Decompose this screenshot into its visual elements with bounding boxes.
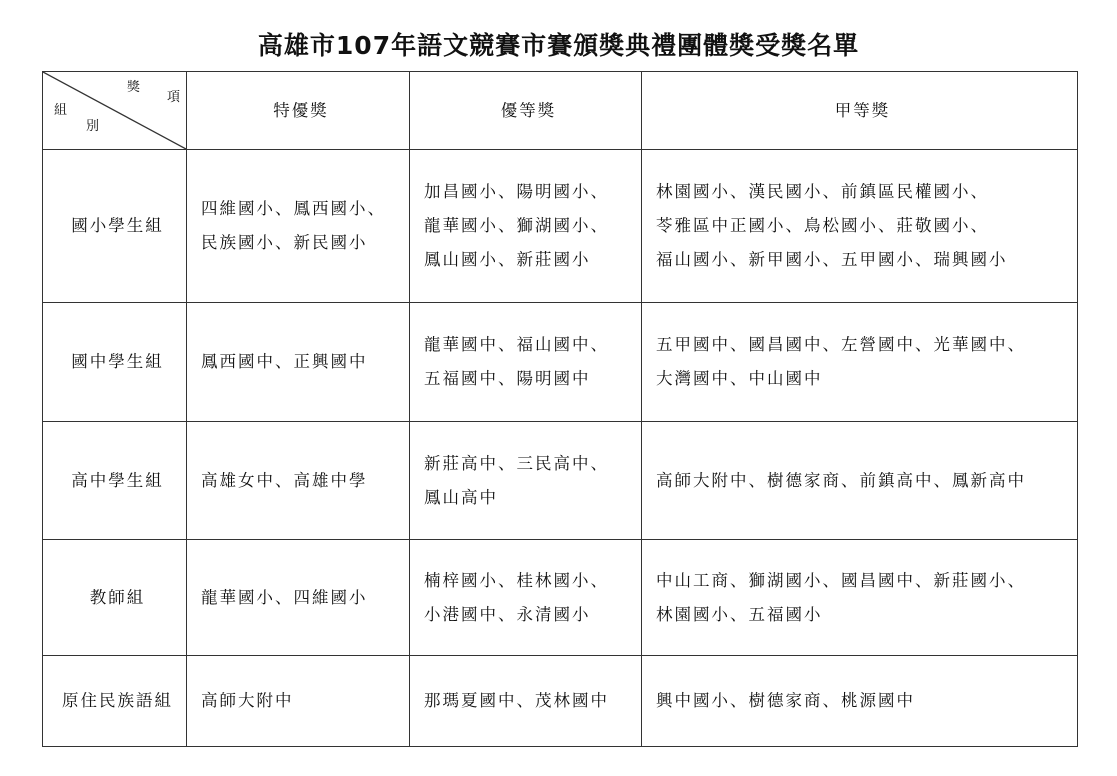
- first-award-cell: [642, 303, 1078, 422]
- table-row: [43, 540, 1078, 656]
- school-line: 龍華國小、獅湖國小、: [424, 216, 609, 235]
- special-award-cell: [187, 540, 410, 656]
- special-award-cell: [187, 422, 410, 540]
- column-header-excellent: 優等獎: [410, 72, 642, 150]
- school-line: 鳳山高中: [424, 487, 498, 507]
- special-award-cell: [187, 150, 410, 303]
- corner-header-cell: [43, 72, 187, 150]
- first-award-cell: [642, 656, 1078, 747]
- school-line: 鳳西國中、正興國中: [201, 352, 368, 371]
- school-line: 新莊高中、三民高中、: [424, 453, 609, 473]
- corner-label-item: 項: [167, 90, 181, 105]
- school-line: 龍華國小、四維國小: [201, 587, 368, 607]
- column-header-special: 特優獎: [187, 72, 410, 150]
- corner-label-group: 組: [54, 103, 68, 118]
- first-award-cell: [642, 150, 1078, 303]
- excellent-award-cell: [410, 656, 642, 747]
- corner-label-category: 別: [86, 119, 100, 134]
- school-line: 興中國小、樹德家商、桃源國中: [656, 691, 915, 710]
- excellent-award-cell: [410, 422, 642, 540]
- group-name-cell: 國小學生組: [43, 150, 187, 303]
- first-award-cell: [642, 540, 1078, 656]
- column-header-first: 甲等獎: [642, 72, 1078, 150]
- corner-label-award: 獎: [127, 80, 141, 95]
- document-title: 高雄市107年語文競賽市賽頒獎典禮團體獎受獎名單: [257, 31, 860, 60]
- table-row: [43, 303, 1078, 422]
- school-line: 五甲國中、國昌國中、左營國中、光華國中、: [656, 335, 1026, 354]
- school-line: 林園國小、漢民國小、前鎮區民權國小、: [656, 182, 989, 201]
- school-line: 那瑪夏國中、茂林國中: [424, 691, 609, 710]
- special-award-cell: [187, 303, 410, 422]
- school-line: 五福國中、陽明國中: [424, 369, 591, 388]
- excellent-award-cell: [410, 150, 642, 303]
- table-row: [43, 656, 1078, 747]
- school-line: 鳳山國小、新莊國小: [424, 250, 591, 269]
- group-name-cell: 高中學生組: [43, 422, 187, 540]
- school-line: 高雄女中、高雄中學: [201, 470, 368, 490]
- group-name-cell: 國中學生組: [43, 303, 187, 422]
- school-line: 四維國小、鳳西國小、: [201, 199, 386, 218]
- school-line: 高師大附中、樹德家商、前鎮高中、鳳新高中: [656, 470, 1026, 490]
- school-line: 福山國小、新甲國小、五甲國小、瑞興國小: [656, 250, 1008, 269]
- group-name-cell: 原住民族語組: [43, 656, 187, 747]
- table-row: [43, 150, 1078, 303]
- header-row: [43, 72, 1078, 150]
- school-line: 高師大附中: [201, 691, 294, 710]
- table-row: [43, 422, 1078, 540]
- school-line: 楠梓國小、桂林國小、: [424, 570, 609, 590]
- awards-table: [42, 71, 1078, 747]
- school-line: 小港國中、永清國小: [424, 604, 591, 624]
- school-line: 加昌國小、陽明國小、: [424, 182, 609, 201]
- excellent-award-cell: [410, 303, 642, 422]
- school-line: 大灣國中、中山國中: [656, 369, 823, 388]
- school-line: 龍華國中、福山國中、: [424, 335, 609, 354]
- school-line: 林園國小、五福國小: [656, 604, 823, 624]
- group-name-cell: 教師組: [43, 540, 187, 656]
- first-award-cell: [642, 422, 1078, 540]
- school-line: 民族國小、新民國小: [201, 233, 368, 252]
- school-line: 中山工商、獅湖國小、國昌國中、新莊國小、: [656, 570, 1026, 590]
- school-line: 苓雅區中正國小、鳥松國小、莊敬國小、: [656, 216, 989, 235]
- excellent-award-cell: [410, 540, 642, 656]
- special-award-cell: [187, 656, 410, 747]
